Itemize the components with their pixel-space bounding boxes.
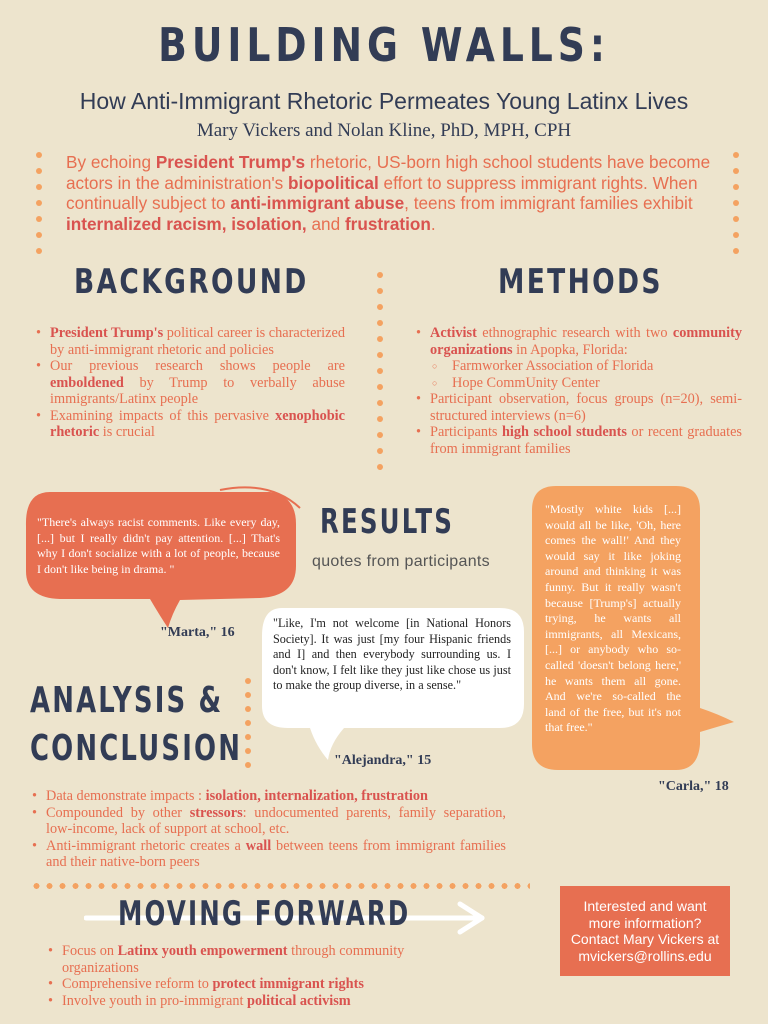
methods-list (412, 325, 742, 457)
background-heading: BACKGROUND (74, 262, 309, 302)
list-item: • Comprehensive reform to protect immigrant rights (44, 976, 474, 993)
background-list (32, 325, 345, 441)
list-item: • Anti-immigrant rhetoric creates a wall between teens from immigrant families and their native-born peers (28, 838, 506, 871)
list-item: • Participants high school students or recent graduates from immigrant families (412, 424, 742, 457)
list-item: • Data demonstrate impacts : isolation, internalization, frustration (28, 788, 506, 805)
horizontal-divider-dots (30, 883, 530, 889)
summary-paragraph: By echoing President Trump's rhetoric, US-born high school students have become actors in the administration's biopolitical effort to suppress immigrant rights. When continually subject to anti-immigrant abuse, teens from immigrant families exhibit internalized racism, isolation, and frustration. (66, 152, 711, 234)
quote-alejandra-attribution: "Alejandra," 15 (334, 753, 432, 768)
analysis-heading-line2: CONCLUSION (30, 728, 243, 769)
quote-marta: "There's always racist comments. Like every day, [...] but I really didn't pay attention. [...] That's why I don't socialize with a lot of people, because I don't like being in drama. " (37, 515, 280, 576)
quote-alejandra: "Like, I'm not welcome [in National Honors Society]. It was just [my four Hispanic friends and I] and then everybody surrounding us. I don't know, I felt like they just like chose us just to make the group diverse, in a sense." (273, 616, 511, 693)
summary-dots-left (36, 152, 42, 262)
sub-list-item: ○ Hope CommUnity Center (430, 375, 742, 392)
contact-box (560, 886, 730, 976)
analysis-list (28, 788, 506, 871)
moving-forward-list (44, 943, 474, 1009)
list-item: • Activist ethnographic research with two community organizations in Apopka, Florida: ○ Farmworker Association of Florida ○ Hope CommUnity Center (412, 325, 742, 391)
quote-carla-attribution: "Carla," 18 (658, 779, 729, 794)
quote-carla: "Mostly white kids [...] would all be like, 'Oh, here comes the wall!' And they would say it like joking around and thinking it was funny. But it really wasn't because [Trump's] actually trying, he wants all immigrants, all Mexicans, [...] or anybody who so-called 'doesn't belong here,' he wants them all gone. And we're so-called the land of the free, but it's not that free." (545, 502, 681, 735)
list-item: • Focus on Latinx youth empowerment through community organizations (44, 943, 474, 976)
analysis-dots (245, 678, 251, 768)
list-item: • Involve youth in pro-immigrant political activism (44, 993, 474, 1010)
poster-subtitle: How Anti-Immigrant Rhetoric Permeates Young Latinx Lives (79, 88, 689, 114)
list-item: • President Trump's political career is characterized by anti-immigrant rhetoric and policies (32, 325, 345, 358)
summary-dots-right (733, 152, 739, 262)
quote-marta-attribution: "Marta," 16 (160, 625, 235, 640)
moving-forward-heading: MOVING FORWARD (118, 894, 411, 934)
column-divider-dots (377, 272, 383, 472)
poster-title: BUILDING WALLS: (158, 18, 610, 72)
analysis-heading-line1: ANALYSIS & (30, 680, 224, 721)
list-item: • Compounded by other stressors: undocumented parents, family separation, low-income, lack of support at school, etc. (28, 805, 506, 838)
list-item: • Our previous research shows people are emboldened by Trump to verbally abuse immigrants/Latinx people (32, 358, 345, 408)
results-subheading: quotes from participants (312, 553, 490, 570)
contact-text: Interested and want more information? Contact Mary Vickers at mvickers@rollins.edu (570, 898, 720, 964)
methods-heading: METHODS (498, 262, 663, 302)
results-heading: RESULTS (320, 502, 455, 542)
list-item: • Participant observation, focus groups (n=20), semi-structured interviews (n=6) (412, 391, 742, 424)
list-item: • Examining impacts of this pervasive xenophobic rhetoric is crucial (32, 408, 345, 441)
poster-authors: Mary Vickers and Nolan Kline, PhD, MPH, CPH (196, 120, 572, 141)
sub-list-item: ○ Farmworker Association of Florida (430, 358, 742, 375)
